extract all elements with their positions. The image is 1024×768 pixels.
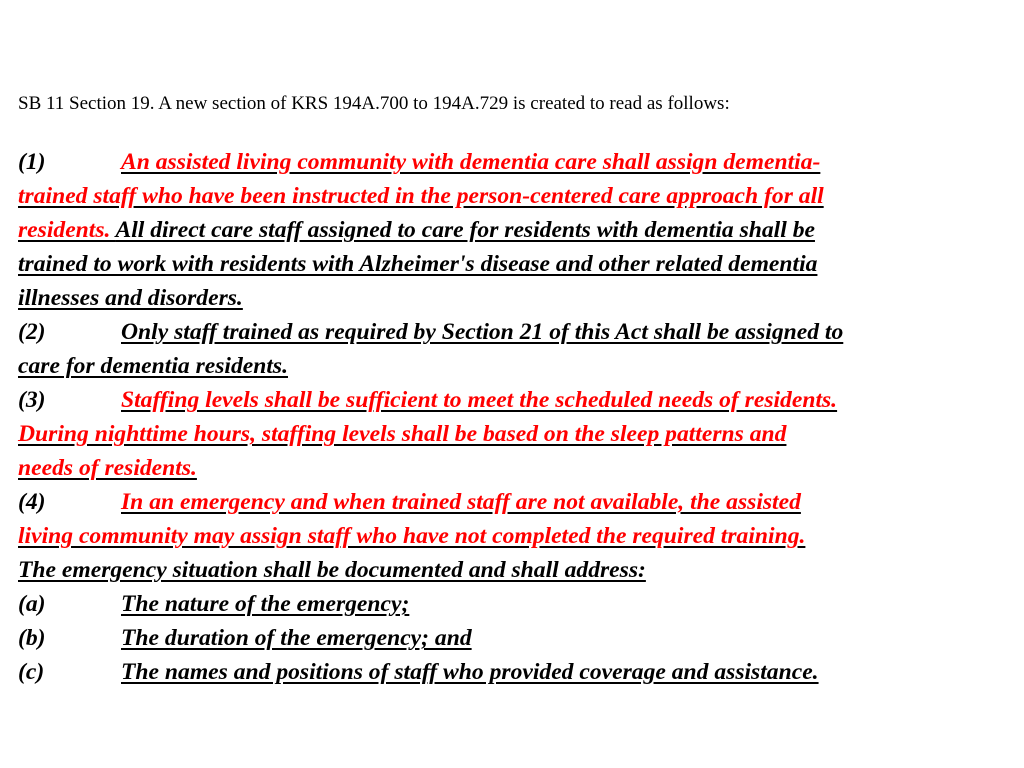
- section-2-line-1: [18, 315, 1008, 349]
- section-number: (2): [18, 319, 46, 345]
- section-1-line-2: trained staff who have been instructed in the person-centered care approach for all: [18, 183, 824, 209]
- subitem-text: The nature of the emergency;: [121, 591, 410, 617]
- section-number: (1): [18, 149, 46, 175]
- section-number: (3): [18, 387, 46, 413]
- section-4-line-2: living community may assign staff who have not completed the required training.: [18, 523, 806, 549]
- subitem-letter: (c): [18, 659, 45, 685]
- amended-text: An assisted living community with dementia care shall assign dementia-: [121, 149, 821, 175]
- section-2-line-2: care for dementia residents.: [18, 353, 288, 379]
- subitem-c: [18, 655, 1008, 689]
- amended-text: Staffing levels shall be sufficient to meet the scheduled needs of residents.: [121, 387, 838, 413]
- subitem-text: The duration of the emergency; and: [121, 625, 472, 651]
- original-text: All direct care staff assigned to care for residents with dementia shall be: [115, 217, 815, 243]
- subitem-a: [18, 587, 1008, 621]
- section-1-line-1: [18, 145, 1008, 179]
- section-3-line-3: needs of residents.: [18, 455, 197, 481]
- subitem-letter: (b): [18, 625, 46, 651]
- section-4-line-1: [18, 485, 1008, 519]
- section-1-line-3: [18, 213, 1008, 247]
- section-body: [18, 145, 1008, 689]
- amended-text: residents.: [18, 217, 116, 243]
- section-number: (4): [18, 489, 46, 515]
- original-text: Only staff trained as required by Section 21 of this Act shall be assigned to: [121, 319, 844, 345]
- subitem-letter: (a): [18, 591, 46, 617]
- section-4-line-3: The emergency situation shall be documented and shall address:: [18, 557, 646, 583]
- section-heading: SB 11 Section 19. A new section of KRS 194A.700 to 194A.729 is created to read as follows:: [18, 93, 730, 114]
- subitem-b: [18, 621, 1008, 655]
- amended-text: In an emergency and when trained staff are not available, the assisted: [121, 489, 801, 515]
- subitem-text: The names and positions of staff who provided coverage and assistance.: [121, 659, 819, 685]
- section-3-line-1: [18, 383, 1008, 417]
- section-3-line-2: During nighttime hours, staffing levels shall be based on the sleep patterns and: [18, 421, 787, 447]
- section-1-line-5: illnesses and disorders.: [18, 285, 243, 311]
- section-1-line-4: trained to work with residents with Alzheimer's disease and other related dementia: [18, 251, 818, 277]
